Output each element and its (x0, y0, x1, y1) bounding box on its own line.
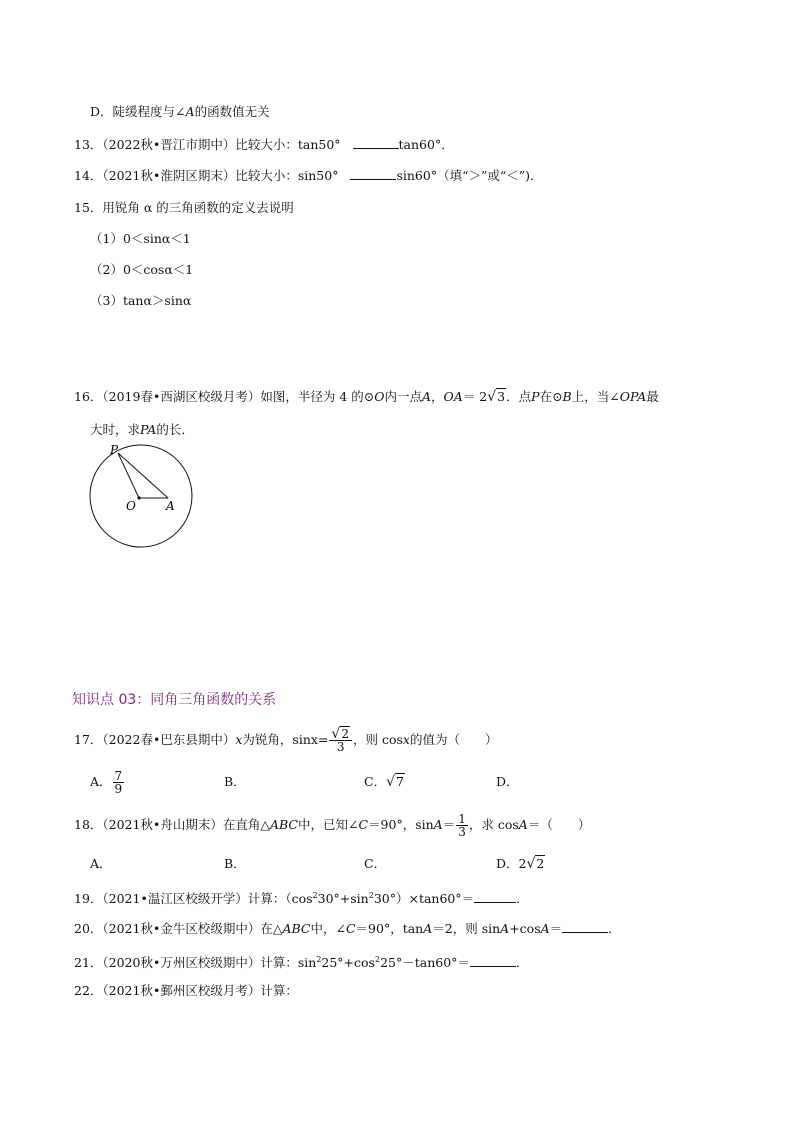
option-text: 陡缓程度与 (112, 104, 176, 119)
stem-part: ，则 cos (352, 732, 403, 747)
stem-end: ． (608, 921, 621, 936)
stem-part: 中，已知∠ (297, 817, 359, 832)
question-18 (74, 813, 590, 838)
stem-end: ． (516, 891, 529, 907)
fraction-denominator: 9 (114, 782, 123, 796)
stem-part: 计算：sin (260, 955, 317, 971)
q15-item-2: （2）0＜cosα＜1 (90, 262, 194, 277)
answer-blank[interactable] (474, 888, 516, 903)
answer-blank[interactable] (353, 134, 399, 149)
stem-part: 在⊙ (539, 389, 563, 404)
answer-blank[interactable] (470, 952, 516, 967)
stem-part: ， (431, 389, 444, 404)
coefficient: 2 (518, 856, 527, 871)
var-x: x (402, 732, 410, 747)
question-19 (74, 886, 529, 909)
question-source: （2022春•巴东县期中） (102, 732, 236, 747)
option-label: A． (90, 774, 112, 789)
question-stem-end: sin60°（填“＞”或“＜”)． (396, 168, 543, 183)
q15-item-3: （3）tanα＞sinα (90, 293, 192, 308)
option-label: D． (496, 774, 519, 789)
q17-option-a[interactable] (90, 768, 125, 796)
fraction-numerator: 1 (458, 812, 466, 826)
question-number: 15． (74, 200, 103, 215)
label-a: A (166, 499, 175, 513)
var-abc: ABC (269, 817, 298, 832)
segment-po (118, 453, 139, 498)
stem-part: 上，当∠ (571, 389, 620, 404)
section-heading: 知识点 03：同角三角函数的关系 (72, 692, 277, 708)
stem-part: 的值为（ ） (409, 732, 498, 747)
center-point (137, 496, 140, 499)
fraction-numerator: 7 (114, 769, 123, 783)
question-stem: 比较大小：sin50° (235, 168, 339, 183)
var-a: A (421, 389, 432, 404)
stem-part: 为锐角， (242, 732, 293, 747)
exponent: 2 (374, 955, 381, 964)
stem-part: 中，∠ (310, 921, 346, 936)
answer-blank[interactable] (562, 918, 608, 933)
question-source: （2022秋•晋江市期中） (102, 137, 236, 152)
question-14 (74, 165, 543, 186)
sqrt-symbol: √ (386, 774, 395, 790)
stem-part: 如图，半径为 4 的⊙ (260, 389, 375, 404)
angle-symbol: ∠ (175, 104, 186, 119)
option-text-end: 的函数值无关 (194, 104, 270, 119)
question-number: 13． (74, 137, 103, 152)
fraction-denominator: 3 (458, 825, 466, 839)
var-o: O (374, 389, 385, 404)
option-label: C． (364, 856, 387, 871)
stem-part: ．点 (506, 389, 532, 404)
sqrt-radicand: 2 (536, 856, 545, 871)
sqrt-radicand: 2 (341, 727, 349, 741)
q17-option-b[interactable] (224, 772, 246, 792)
stem-part: 计算：（cos (247, 891, 313, 907)
stem-part: 计算： (260, 983, 298, 998)
question-source: （2021秋•舟山期末） (102, 817, 223, 832)
fraction-7-over-9 (113, 770, 125, 795)
q17-option-c[interactable] (364, 772, 405, 792)
exponent: 2 (316, 955, 322, 964)
stem-part: 25°+cos (321, 955, 375, 971)
label-p: P (110, 443, 119, 457)
stem-part: ＝ 2 (462, 389, 488, 404)
var-p: P (531, 389, 540, 404)
segment-pa (118, 453, 168, 498)
stem-part: ＝ (549, 921, 563, 936)
fraction-1-over-3 (456, 813, 468, 838)
option-label: B． (224, 856, 246, 871)
stem-part: sinx= (292, 732, 329, 747)
stem-part: ＝ (442, 817, 456, 832)
question-20 (74, 918, 621, 939)
var-a: A (185, 104, 195, 119)
q18-option-a[interactable] (90, 854, 112, 874)
option-label: D． (90, 104, 113, 119)
var-b: B (562, 389, 572, 404)
var-pa: PA (140, 422, 157, 437)
question-16 (74, 387, 659, 407)
var-a: A (500, 921, 510, 936)
option-label: D． (496, 856, 519, 871)
question-16-line-2 (90, 420, 194, 440)
fraction-sqrt2-over-3 (329, 728, 352, 753)
stem-part: ＝90°，tan (355, 921, 424, 936)
question-number: 19． (74, 891, 103, 907)
stem-part: 30°+sin (317, 891, 369, 907)
question-stem: 用锐角 α 的三角函数的定义去说明 (102, 200, 294, 215)
question-stem: 比较大小：tan50° (235, 137, 341, 152)
stem-part: ，求 cos (468, 817, 519, 832)
question-22 (74, 981, 298, 1001)
sqrt-symbol: √ (526, 856, 536, 872)
stem-end: ． (515, 955, 529, 971)
option-label: A． (90, 856, 112, 871)
stem-part: 25°－tan60°＝ (380, 955, 470, 971)
question-13 (74, 134, 454, 155)
stem-part: 大时，求 (90, 422, 141, 437)
stem-part: ＝（ ） (527, 817, 591, 832)
stem-part: ＝90°，sin (368, 817, 434, 832)
question-number: 22． (74, 983, 103, 998)
exponent: 2 (368, 891, 374, 900)
exponent: 2 (312, 891, 318, 900)
option-label: B． (224, 774, 246, 789)
question-17 (74, 728, 497, 753)
question-source: （2021•温江区校级开学） (102, 891, 248, 907)
var-a: A (423, 921, 433, 936)
var-c: C (345, 921, 356, 936)
q15-item-1: （1）0＜sinα＜1 (90, 231, 191, 246)
question-number: 14． (74, 168, 103, 183)
stem-part: 在直角△ (222, 817, 270, 832)
question-source: （2021秋•鄞州区校级月考） (102, 983, 261, 998)
question-15 (74, 198, 294, 218)
question-number: 21． (74, 955, 103, 971)
question-source: （2021秋•金牛区校级期中） (102, 921, 261, 936)
q17-option-d[interactable] (496, 772, 519, 792)
option-label: C． (364, 774, 387, 789)
stem-part: 内一点 (384, 389, 422, 404)
question-number: 16． (74, 389, 103, 404)
sqrt-symbol: √ (331, 726, 341, 742)
q12-option-d (90, 102, 270, 122)
sqrt-radicand: 3 (497, 389, 506, 404)
sqrt-radicand: 7 (396, 774, 404, 789)
var-a: A (540, 921, 550, 936)
var-x: x (235, 732, 243, 747)
var-c: C (358, 817, 369, 832)
question-source: （2020秋•万州区校级期中） (102, 955, 261, 971)
fraction-denominator: 3 (336, 740, 345, 754)
stem-part: 最 (646, 389, 659, 404)
stem-part: 30°）×tan60°＝ (373, 891, 475, 907)
question-number: 20． (74, 921, 103, 936)
circle-figure (86, 440, 196, 554)
question-number: 18． (74, 817, 103, 832)
question-21 (74, 950, 528, 973)
stem-part: ＝2，则 sin (432, 921, 501, 936)
var-opa: OPA (619, 389, 647, 404)
q18-option-c[interactable] (364, 854, 386, 874)
q18-option-d[interactable] (496, 854, 545, 874)
question-source: （2021秋•淮阴区期末） (102, 168, 236, 183)
label-o: O (126, 499, 136, 513)
question-number: 17． (74, 732, 103, 747)
var-abc: ABC (282, 921, 311, 936)
var-a: A (518, 817, 528, 832)
circle-o (90, 445, 192, 547)
answer-blank[interactable] (350, 165, 396, 180)
stem-part: 在△ (260, 921, 283, 936)
var-oa: OA (443, 389, 463, 404)
question-stem-end: tan60°． (398, 137, 454, 152)
question-source: （2019春•西湖区校级月考） (102, 389, 261, 404)
stem-part: 的长． (156, 422, 194, 437)
q18-option-b[interactable] (224, 854, 246, 874)
sqrt-symbol: √ (487, 389, 497, 405)
stem-part: +cos (509, 921, 541, 936)
var-a: A (433, 817, 443, 832)
